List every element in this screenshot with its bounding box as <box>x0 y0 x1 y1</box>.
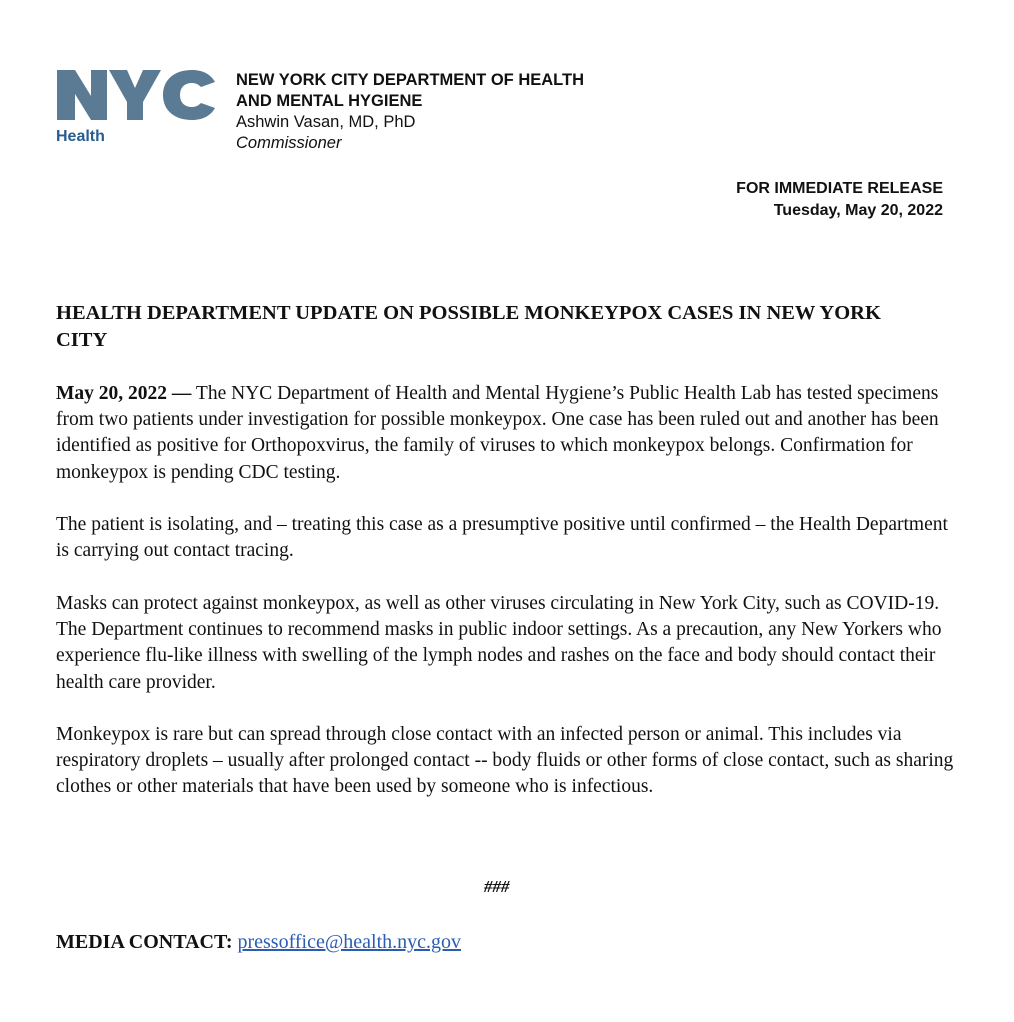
nyc-health-logo <box>55 68 217 144</box>
paragraph-3: Masks can protect against monkeypox, as well as other viruses circulating in New York City, such as COVID-19. The Department continues to recommend masks in public indoor settings. As a precaution, any New Yorkers who experience flu-like illness with swelling of the lymph nodes and rashes on the face and body should contact their health care provider. <box>56 593 942 693</box>
paragraph-1 <box>56 381 961 486</box>
department-name-line2: AND MENTAL HYGIENE <box>236 92 423 110</box>
department-name-line1: NEW YORK CITY DEPARTMENT OF HEALTH <box>236 71 585 89</box>
logo-health-text: Health <box>56 128 105 144</box>
nyc-health-logo-image <box>55 68 217 144</box>
commissioner-name: Ashwin Vasan, MD, PhD <box>236 113 416 131</box>
commissioner-title: Commissioner <box>236 134 342 152</box>
end-mark: ### <box>484 877 510 896</box>
media-contact <box>56 929 461 955</box>
dateline: May 20, 2022 — <box>56 383 192 404</box>
release-block <box>736 178 943 222</box>
headline: HEALTH DEPARTMENT UPDATE ON POSSIBLE MONKEYPOX CASES IN NEW YORK CITY <box>56 302 881 351</box>
paragraph-1-text: The NYC Department of Health and Mental Hygiene’s Public Health Lab has tested specimens from two patients under investigation for possible monkeypox. One case has been ruled out and another has been identified as positive for Orthopoxvirus, the family of viruses to which monkeypox belongs. Confirmation for monkeypox is pending CDC testing. <box>56 383 939 483</box>
release-label: FOR IMMEDIATE RELEASE <box>736 180 943 197</box>
release-date: Tuesday, May 20, 2022 <box>773 202 943 219</box>
paragraph-4: Monkeypox is rare but can spread through close contact with an infected person or animal. This includes via respiratory droplets – usually after prolonged contact -- body fluids or other forms of close contact, such as sharing clothes or other materials that have been used by someone who is infectious. <box>56 724 954 798</box>
media-contact-email-link[interactable]: pressoffice@health.nyc.gov <box>237 931 462 953</box>
media-contact-label: MEDIA CONTACT: <box>56 931 233 953</box>
letterhead <box>236 70 584 154</box>
paragraph-2: The patient is isolating, and – treating this case as a presumptive positive until confirmed – the Health Department is carrying out contact tracing. <box>56 514 948 562</box>
